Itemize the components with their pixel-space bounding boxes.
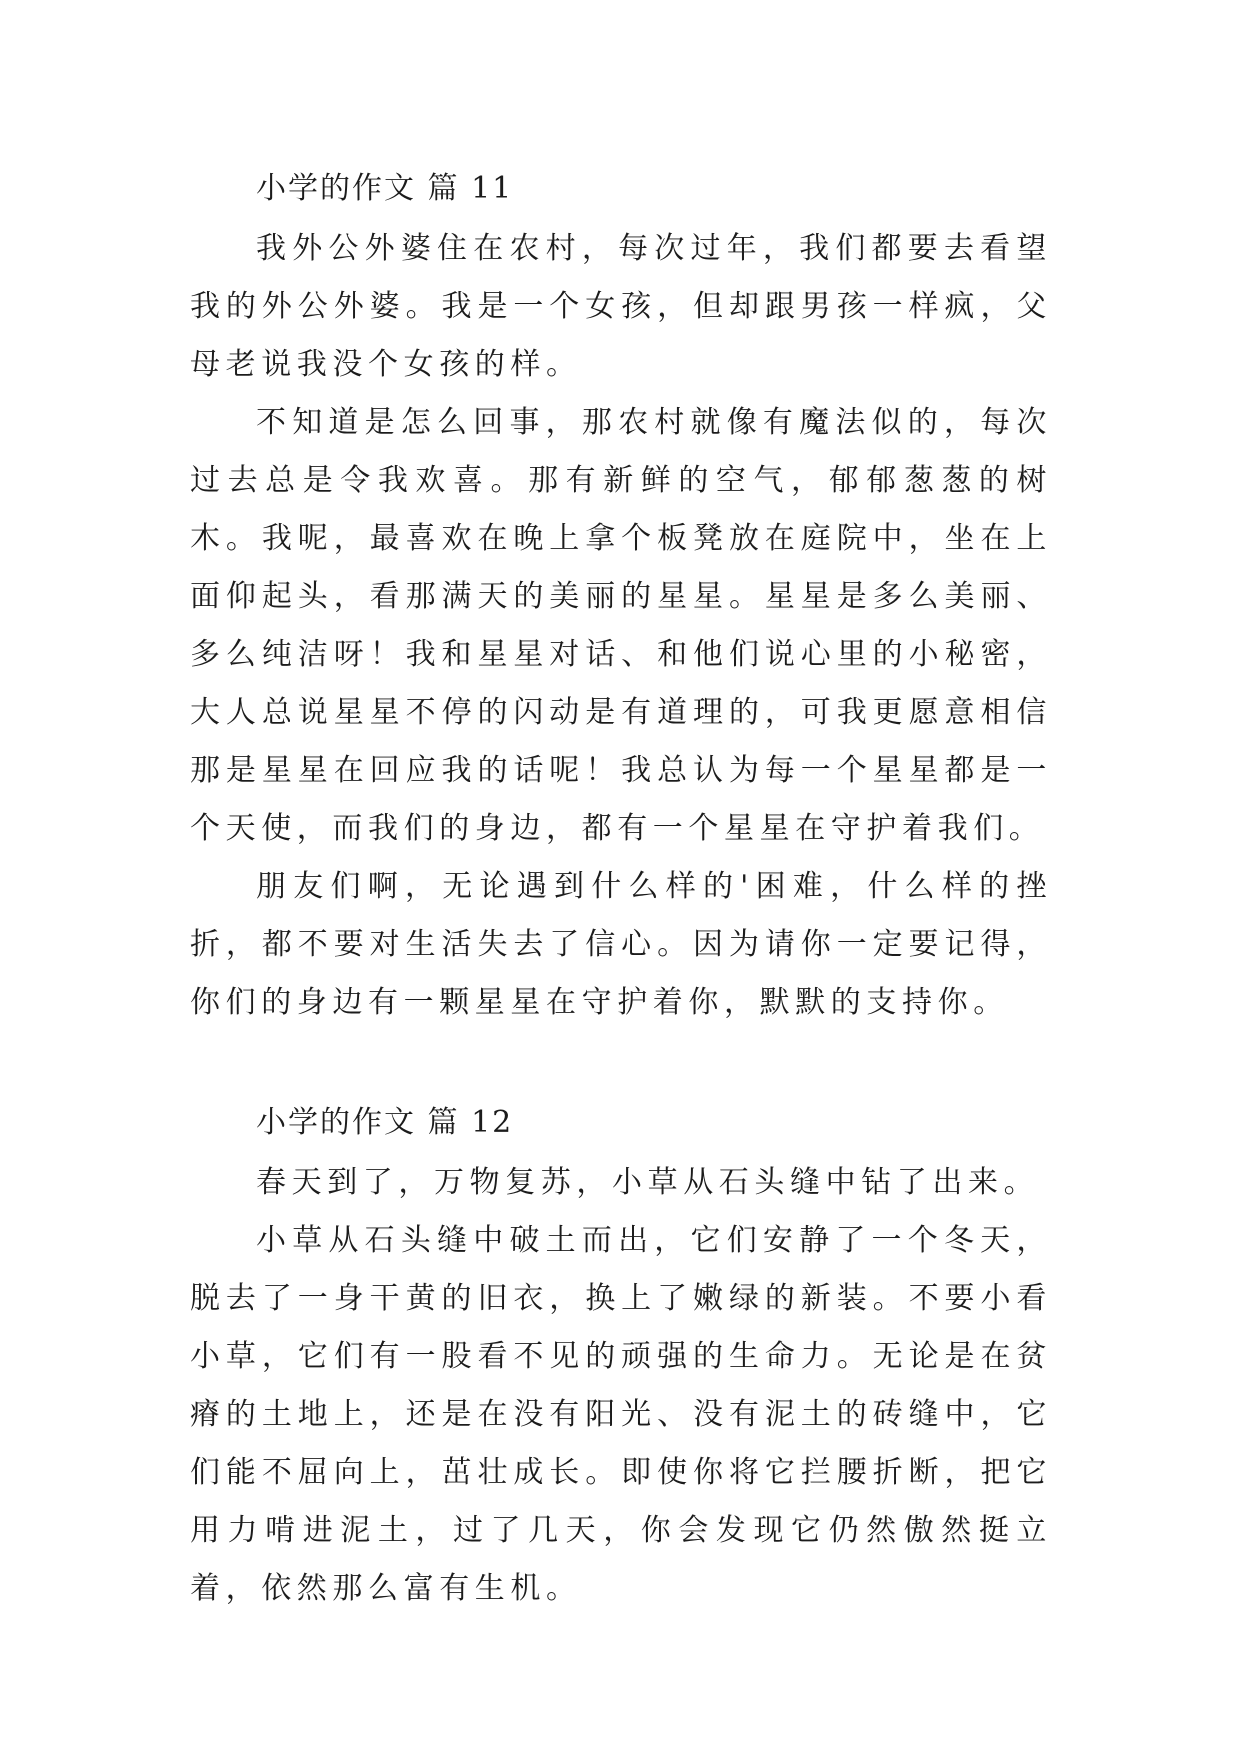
essay-paragraph: 不知道是怎么回事，那农村就像有魔法似的，每次过去总是令我欢喜。那有新鲜的空气，郁郁葱葱的树木。我呢，最喜欢在晚上拿个板凳放在庭院中，坐在上面仰起头，看那满天的美丽的星星。星星是多么美丽、多么纯洁呀！我和星星对话、和他们说心里的小秘密，大人总说星星不停的闪动是有道理的，可我更愿意相信那是星星在回应我的话呢！我总认为每一个星星都是一个天使，而我们的身边，都有一个星星在守护着我们。 (190, 405, 1052, 846)
essay-section (190, 1094, 1052, 1618)
essay-title: 小学的作文 篇 12 (256, 1105, 514, 1140)
essay-paragraph: 小草从石头缝中破土而出，它们安静了一个冬天，脱去了一身干黄的旧衣，换上了嫩绿的新装。不要小看小草，它们有一股看不见的顽强的生命力。无论是在贫瘠的土地上，还是在没有阳光、没有泥土的砖缝中，它们能不屈向上，茁壮成长。即使你将它拦腰折断，把它用力啃进泥土，过了几天，你会发现它仍然傲然挺立着，依然那么富有生机。 (190, 1223, 1052, 1606)
essay-paragraph: 我外公外婆住在农村，每次过年，我们都要去看望我的外公外婆。我是一个女孩，但却跟男孩一样疯，父母老说我没个女孩的样。 (190, 231, 1052, 382)
essay-paragraph: 春天到了，万物复苏，小草从石头缝中钻了出来。 (256, 1165, 1040, 1200)
essay-paragraph: 朋友们啊，无论遇到什么样的'困难，什么样的挫折，都不要对生活失去了信心。因为请你一定要记得，你们的身边有一颗星星在守护着你，默默的支持你。 (190, 869, 1052, 1020)
essay-section (190, 160, 1052, 1032)
essay-title: 小学的作文 篇 11 (256, 171, 514, 206)
